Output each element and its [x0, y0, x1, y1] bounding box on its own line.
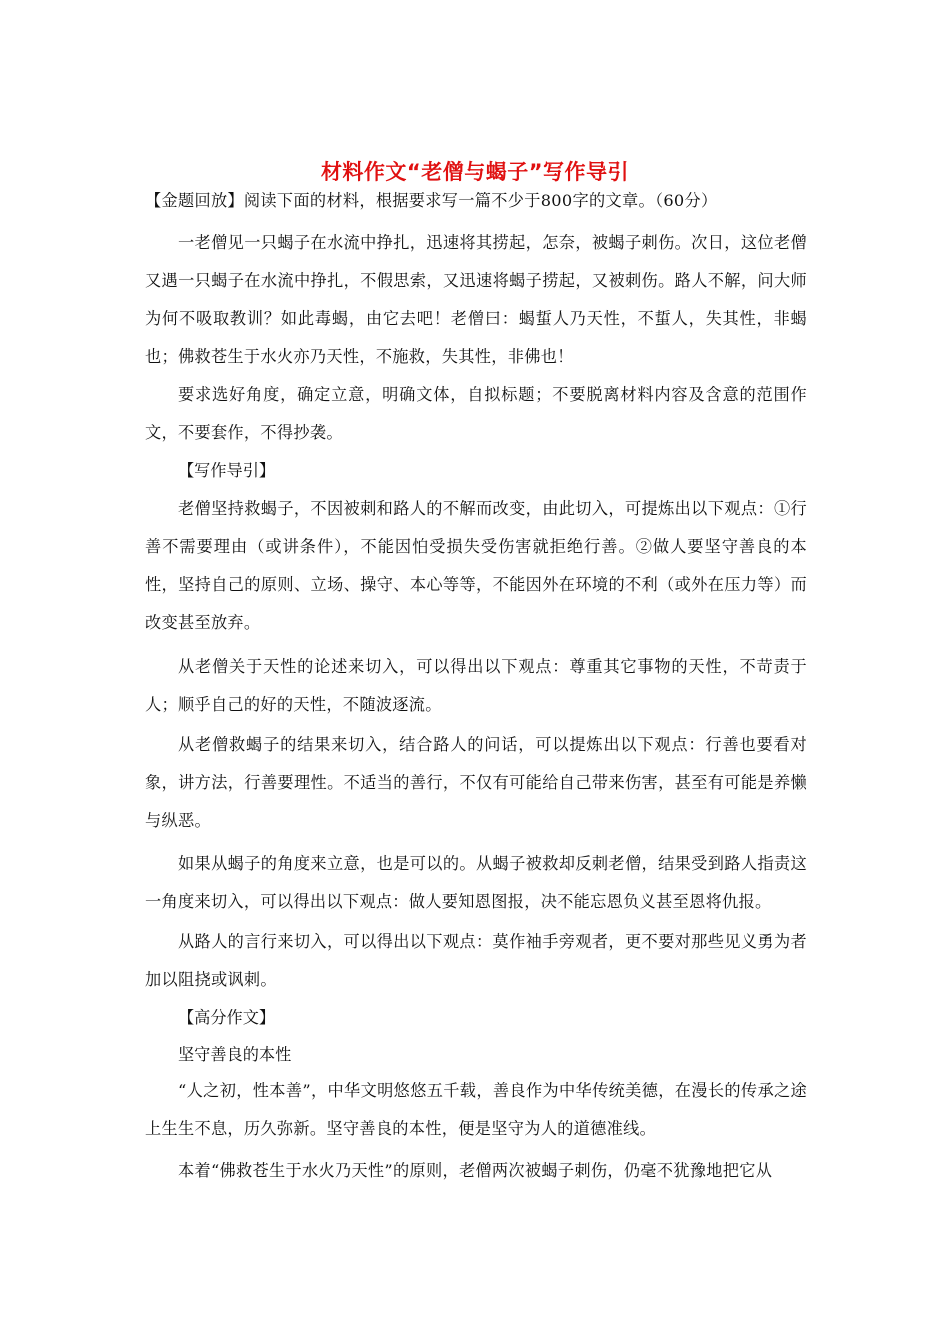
document-title: 材料作文“老僧与蝎子”写作导引	[320, 160, 630, 184]
prompt-line: 【金题回放】阅读下面的材料，根据要求写一篇不少于800字的文章。（60分）	[145, 191, 718, 210]
guide-paragraph: 如果从蝎子的角度来立意，也是可以的。从蝎子被救却反刺老僧，结果受到路人指责这一角度来切入，可以得出以下观点：做人要知恩图报，决不能忘恩负义甚至恩将仇报。	[145, 854, 807, 911]
essay-paragraph: 本着“佛救苍生于水火乃天性”的原则，老僧两次被蝎子刺伤，仍毫不犹豫地把它从	[178, 1161, 773, 1180]
essay-paragraph: “人之初，性本善”，中华文明悠悠五千载，善良作为中华传统美德，在漫长的传承之途上生生不息，历久弥新。坚守善良的本性，便是坚守为人的道德准线。	[145, 1081, 807, 1138]
guide-paragraph: 从老僧关于天性的论述来切入，可以得出以下观点：尊重其它事物的天性，不苛责于人；顺乎自己的好的天性，不随波逐流。	[145, 657, 807, 714]
requirement-paragraph: 要求选好角度，确定立意，明确文体，自拟标题；不要脱离材料内容及含意的范围作文，不要套作，不得抄袭。	[145, 385, 807, 442]
material-paragraph: 一老僧见一只蝎子在水流中挣扎，迅速将其捞起，怎奈，被蝎子刺伤。次日，这位老僧又遇一只蝎子在水流中挣扎，不假思索，又迅速将蝎子捞起，又被刺伤。路人不解，问大师为何不吸取教训？如此毒蝎，由它去吧！老僧曰：蝎蜇人乃天性，不蜇人，失其性，非蝎也；佛救苍生于水火亦乃天性，不施救，失其性，非佛也！	[145, 233, 807, 366]
guide-paragraph: 从老僧救蝎子的结果来切入，结合路人的问话，可以提炼出以下观点：行善也要看对象，讲方法，行善要理性。不适当的善行，不仅有可能给自己带来伤害，甚至有可能是养懒与纵恶。	[145, 735, 807, 830]
essay-heading: 【高分作文】	[178, 1008, 276, 1027]
guide-heading: 【写作导引】	[178, 461, 276, 480]
essay-title: 坚守善良的本性	[178, 1045, 292, 1064]
guide-paragraph: 老僧坚持救蝎子，不因被刺和路人的不解而改变，由此切入，可提炼出以下观点：①行善不需要理由（或讲条件），不能因怕受损失受伤害就拒绝行善。②做人要坚守善良的本性，坚持自己的原则、立场、操守、本心等等，不能因外在环境的不利（或外在压力等）而改变甚至放弃。	[145, 499, 807, 632]
guide-paragraph: 从路人的言行来切入，可以得出以下观点：莫作袖手旁观者，更不要对那些见义勇为者加以阻挠或讽刺。	[145, 932, 807, 989]
